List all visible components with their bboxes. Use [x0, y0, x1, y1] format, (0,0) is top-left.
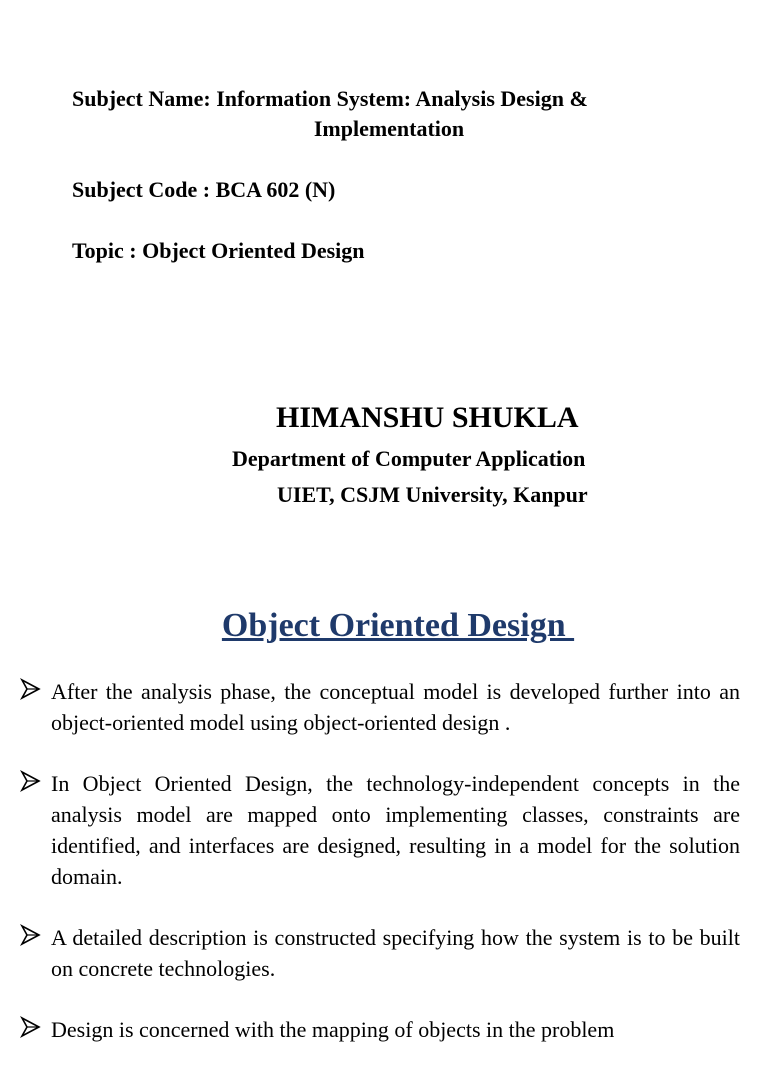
- topic: Topic : Object Oriented Design: [72, 238, 365, 263]
- arrowhead-bullet-icon: [20, 1015, 42, 1041]
- section-heading: Object Oriented Design: [221, 607, 575, 644]
- arrowhead-bullet-icon: [20, 769, 42, 795]
- subject-name: [72, 84, 706, 144]
- bullet-text: In Object Oriented Design, the technology-independent concepts in the analysis model are mapped onto implementing classes, constraints are identified, and interfaces are designed, resulting in a model for the solution domain.: [51, 771, 740, 889]
- list-item: [20, 1014, 740, 1045]
- list-item: [20, 768, 740, 892]
- bullet-list: [20, 676, 740, 1075]
- author-name: HIMANSHU SHUKLA: [276, 401, 579, 434]
- subject-name-line-2: Implementation: [313, 116, 465, 141]
- list-item: [20, 676, 740, 738]
- bullet-text: After the analysis phase, the conceptual model is developed further into an object-oriented model using object-oriented design .: [51, 679, 740, 735]
- subject-name-line-1: Subject Name: Information System: Analysis Design &: [72, 86, 588, 111]
- arrowhead-bullet-icon: [20, 677, 42, 703]
- arrowhead-bullet-icon: [20, 923, 42, 949]
- author-institution: UIET, CSJM University, Kanpur: [277, 482, 588, 507]
- author-department: Department of Computer Application: [232, 446, 586, 471]
- list-item: [20, 922, 740, 984]
- subject-code: Subject Code : BCA 602 (N): [72, 177, 336, 202]
- bullet-text: A detailed description is constructed specifying how the system is to be built on concrete technologies.: [51, 925, 740, 981]
- subject-name-text: [72, 84, 706, 144]
- bullet-text: Design is concerned with the mapping of objects in the problem: [51, 1017, 615, 1042]
